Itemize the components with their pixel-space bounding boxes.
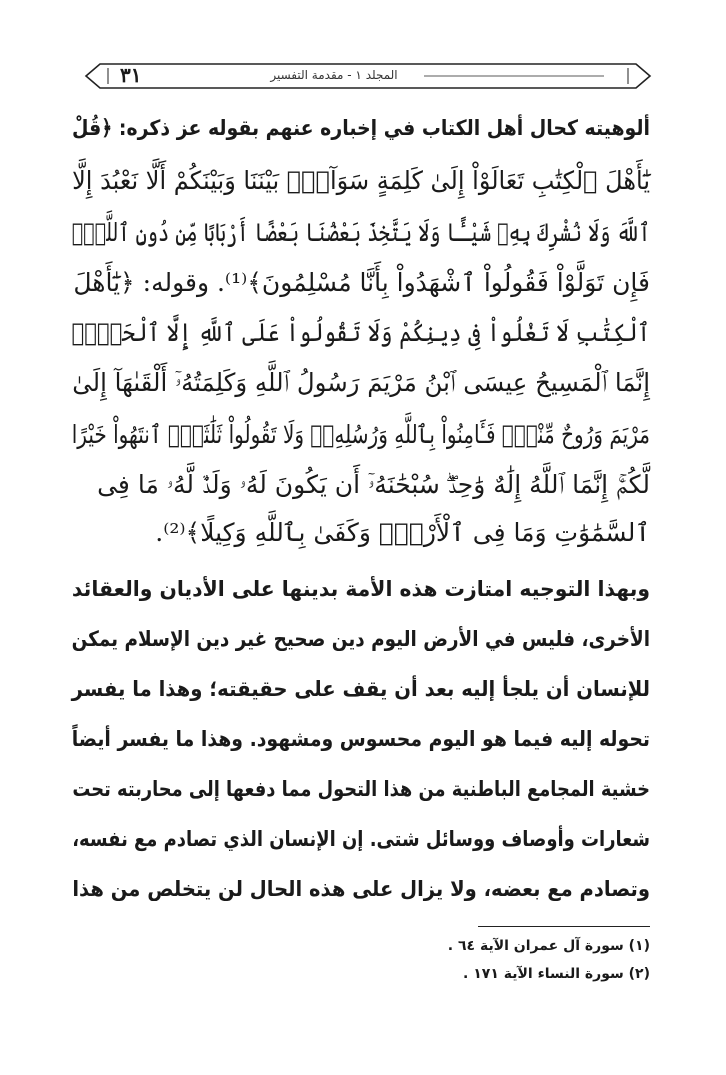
- quran-line: ٱللَّهَ وَلَا نُشْرِكَ بِهِۦ شَيْـًٔا وَلَا يَتَّخِذَ بَعْضُنَا بَعْضًا أَرْبَابًا مِّن دُونِ ٱللَّهِۚ: [71, 218, 650, 247]
- footnote-separator: [478, 926, 650, 927]
- text-line: ألوهيته كحال أهل الكتاب في إخباره عنهم بقوله عز ذكره: ﴿قُلْ: [72, 116, 651, 140]
- quran-line: مَرْيَمَ وَرُوحٌ مِّنْهُۖ فَـَٔامِنُواْ بِٱللَّهِ وَرُسُلِهِۦۖ وَلَا تَقُولُواْ ثَلَٰثَةٌۚ ٱنتَهُواْ خَيْرًا: [71, 420, 650, 449]
- quran-line: ٱلسَّمَٰوَٰتِ وَمَا فِى ٱلْأَرْضِۗ وَكَفَىٰ بِٱللَّهِ وَكِيلًا﴾⁽²⁾.: [155, 518, 650, 547]
- paragraph-line: تحوله إليه فيما هو اليوم محسوس ومشهود. وهذا ما يفسر أيضاً: [71, 727, 650, 751]
- paragraph-line: وبهذا التوجيه امتازت هذه الأمة بدينها على الأديان والعقائد: [71, 577, 651, 601]
- quran-line: فَإِن تَوَلَّوْاْ فَقُولُواْ ٱشْهَدُواْ بِأَنَّا مُسْلِمُونَ﴾⁽¹⁾. وقوله: ﴿يَٰٓأَهْلَ: [73, 268, 650, 297]
- quran-line: يَٰٓأَهْلَ ٱلْكِتَٰبِ تَعَالَوْاْ إِلَىٰ كَلِمَةٍ سَوَآءِۭ بَيْنَنَا وَبَيْنَكُمْ أَلَّا نَعْبُدَ إِلَّا: [72, 166, 651, 195]
- paragraph-line: وتصادم مع بعضه، ولا يزال على هذه الحال لن يتخلص من هذا: [72, 877, 651, 901]
- paragraph-line: خشية المجامع الباطنية من هذا التحول مما دفعها إلى محاربته تحت: [72, 777, 650, 801]
- running-title: المجلد ١ - مقدمة التفسير: [270, 68, 398, 82]
- paragraph-line: شعارات وأوصاف ووسائل شتى. إن الإنسان الذي تصادم مع نفسه،: [72, 827, 650, 851]
- footnote-1: (١) سورة آل عمران الآية ٦٤ .: [447, 938, 650, 954]
- quran-line: إِنَّمَا ٱلْمَسِيحُ عِيسَى ٱبْنُ مَرْيَمَ رَسُولُ ٱللَّهِ وَكَلِمَتُهُۥٓ أَلْقَىٰهَآ إِلَىٰ: [72, 368, 651, 397]
- paragraph-line: الأخرى، فليس في الأرض اليوم دين صحيح غير دين الإسلام يمكن: [71, 627, 651, 651]
- paragraph-line: للإنسان أن يلجأ إليه بعد أن يقف على حقيقته؛ وهذا ما يفسر: [71, 677, 650, 701]
- running-header: [84, 58, 652, 94]
- footnote-2: (٢) سورة النساء الآية ١٧١ .: [463, 966, 650, 982]
- quran-line: ٱلْكِتَٰبِ لَا تَغْلُواْ فِى دِينِكُمْ وَلَا تَقُولُواْ عَلَى ٱللَّهِ إِلَّا ٱلْحَقَّۚ: [71, 318, 651, 347]
- quran-line: لَّكُمْۚ إِنَّمَا ٱللَّهُ إِلَٰهٌ وَٰحِدٌۖ سُبْحَٰنَهُۥٓ أَن يَكُونَ لَهُۥ وَلَدٌۘ لَّهُۥ مَا فِى: [97, 470, 650, 499]
- page-number: ٣١: [120, 63, 142, 87]
